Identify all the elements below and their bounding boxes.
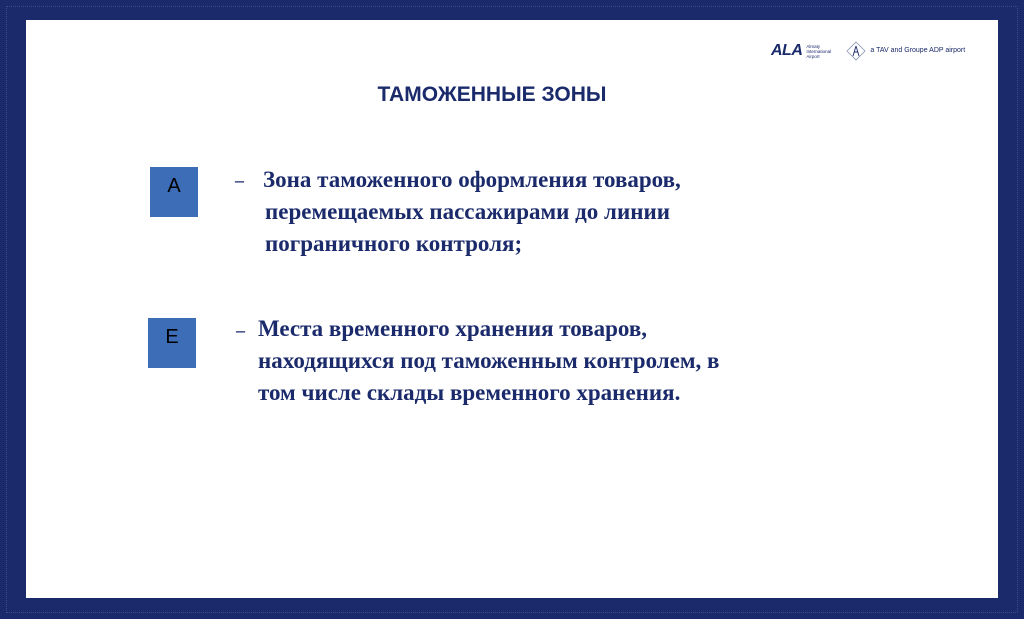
zone-badge-e: E — [148, 318, 196, 368]
tav-adp-mark-icon — [846, 41, 866, 61]
zone-a-line-1: Зона таможенного оформления товаров, — [263, 167, 681, 192]
zone-a-dash: – — [235, 170, 244, 190]
logo-subtitle: Almaty International Airport — [806, 43, 832, 59]
logo-partner: a TAV and Groupe ADP airport — [870, 47, 966, 54]
zone-e-line-3: том числе склады временного хранения. — [258, 380, 681, 405]
logo-brand: ALA — [771, 42, 803, 59]
zone-a-description — [263, 164, 823, 260]
airport-logo — [771, 39, 965, 63]
page-title: ТАМОЖЕННЫЕ ЗОНЫ — [377, 83, 607, 106]
zone-e-line-1: Места временного хранения товаров, — [258, 316, 648, 341]
zone-a-line-2: перемещаемых пассажирами до линии — [265, 199, 670, 224]
zone-a-line-3: пограничного контроля; — [265, 231, 523, 256]
zone-e-description — [258, 313, 858, 409]
zone-e-line-2: находящихся под таможенным контролем, в — [258, 348, 720, 373]
zone-badge-a: A — [150, 167, 198, 217]
slide — [26, 20, 998, 598]
zone-e-dash: – — [236, 320, 245, 340]
